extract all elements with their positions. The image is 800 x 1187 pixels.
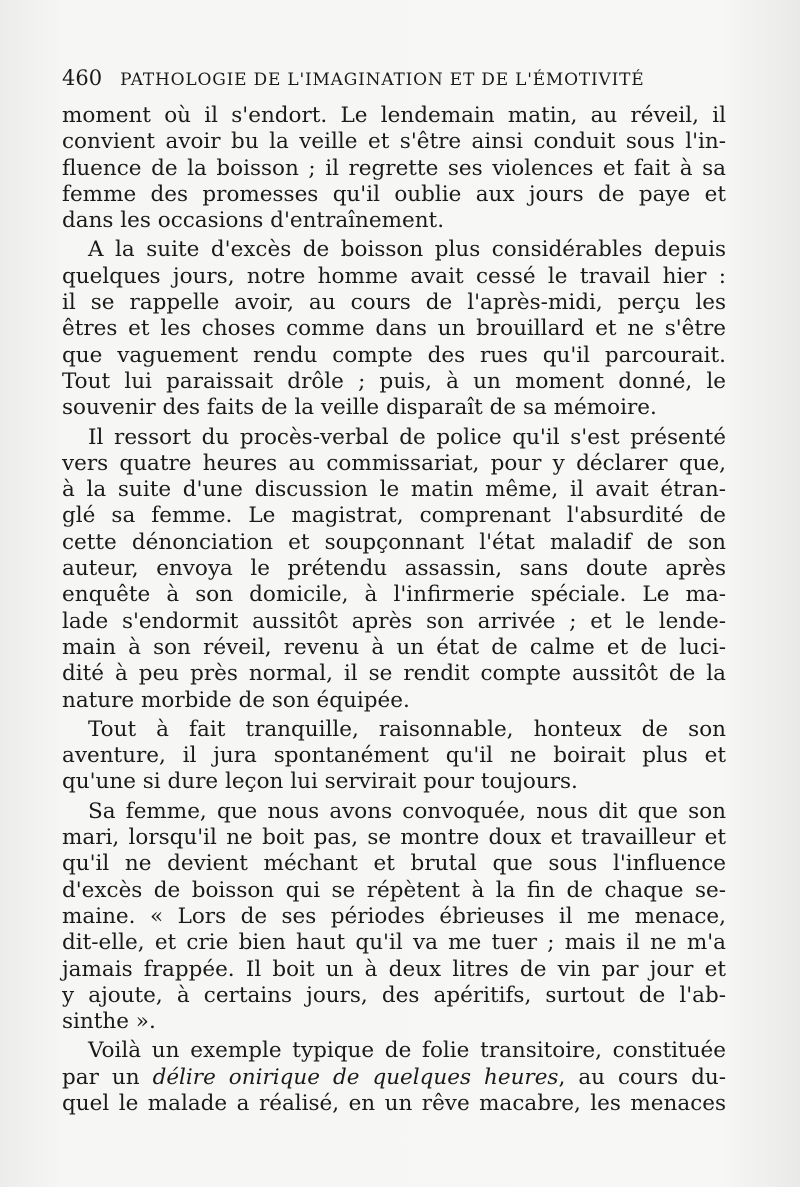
text-line: auteur, envoya le prétendu assassin, sans doute après — [62, 556, 726, 582]
text-line: dité à peu près normal, il se rendit compte aussitôt de la — [62, 661, 726, 687]
text-line: à la suite d'une discussion le matin même, il avait étran- — [62, 477, 726, 503]
text-line: cette dénonciation et soupçonnant l'état maladif de son — [62, 529, 726, 555]
text-line: main à son réveil, revenu à un état de calme et de luci- — [62, 634, 726, 660]
text-line: moment où il s'endort. Le lendemain matin, au réveil, il — [62, 103, 726, 128]
text-line: vers quatre heures au commissariat, pour y déclarer que, — [62, 450, 726, 476]
text-line: fluence de la boisson ; il regrette ses violences et fait à sa — [62, 155, 726, 181]
text-line: que vaguement rendu compte des rues qu'il parcourait. — [62, 342, 726, 368]
text-line: qu'il ne devient méchant et brutal que sous l'influence — [62, 851, 726, 877]
text-line: sinthe ». — [62, 1009, 156, 1035]
text-line: êtres et les choses comme dans un brouillard et ne s'être — [62, 316, 726, 342]
italic-phrase: délire onirique de quelques heures — [152, 1064, 559, 1090]
text-line: y ajoute, à certains jours, des apéritifs, surtout de l'ab- — [62, 982, 726, 1008]
page-header — [62, 66, 742, 90]
text-line: convient avoir bu la veille et s'être ainsi conduit sous l'in- — [62, 129, 726, 155]
text-line: qu'une si dure leçon lui servirait pour toujours. — [62, 769, 578, 795]
text-line: A la suite d'excès de boisson plus considérables depuis — [88, 237, 726, 263]
text-line: dans les occasions d'entraînement. — [62, 208, 445, 234]
text-line: nature morbide de son équipée. — [62, 687, 410, 713]
text-line: Sa femme, que nous avons convoquée, nous dit que son — [88, 798, 726, 824]
text-line: Tout à fait tranquille, raisonnable, honteux de son — [88, 716, 726, 742]
text-line: Il ressort du procès-verbal de police qu'il s'est présenté — [88, 424, 726, 450]
text-line: il se rappelle avoir, au cours de l'après-midi, perçu les — [62, 290, 726, 316]
page-number: 460 — [62, 66, 103, 90]
text-line: glé sa femme. Le magistrat, comprenant l'absurdité de — [62, 503, 726, 529]
text-line: par un délire onirique de quelques heures, au cours du- — [62, 1064, 726, 1090]
body-text — [62, 103, 726, 1117]
text-line: souvenir des faits de la veille disparaît de sa mémoire. — [62, 395, 657, 421]
paragraph — [62, 1038, 726, 1117]
text-line: jamais frappée. Il boit un à deux litres de vin par jour et — [62, 956, 726, 982]
text-line: lade s'endormit aussitôt après son arrivée ; et le lende- — [62, 608, 726, 634]
text-line: maine. « Lors de ses périodes ébrieuses il me menace, — [62, 903, 726, 929]
text-line: Tout lui paraissait drôle ; puis, à un moment donné, le — [62, 368, 726, 394]
paragraph — [62, 425, 726, 714]
text-line: mari, lorsqu'il ne boit pas, se montre doux et travailleur et — [62, 825, 726, 851]
running-title: PATHOLOGIE DE L'IMAGINATION ET DE L'ÉMOTIVITÉ — [120, 70, 645, 90]
text-line: femme des promesses qu'il oublie aux jours de paye et — [62, 181, 726, 207]
text-line: dit-elle, et crie bien haut qu'il va me tuer ; mais il ne m'a — [62, 930, 726, 956]
paragraph — [62, 799, 726, 1036]
paragraph — [62, 237, 726, 421]
text-line: aventure, il jura spontanément qu'il ne boirait plus et — [62, 743, 726, 769]
text-line: d'excès de boisson qui se répètent à la fin de chaque se- — [62, 877, 726, 903]
text-line: Voilà un exemple typique de folie transitoire, constituée — [88, 1038, 726, 1064]
text-line: enquête à son domicile, à l'infirmerie spéciale. Le ma- — [62, 582, 726, 608]
text-line: quel le malade a réalisé, en un rêve macabre, les menaces — [62, 1090, 726, 1116]
paragraph — [62, 103, 726, 234]
text-line: quelques jours, notre homme avait cessé le travail hier : — [62, 263, 726, 289]
paragraph — [62, 717, 726, 796]
